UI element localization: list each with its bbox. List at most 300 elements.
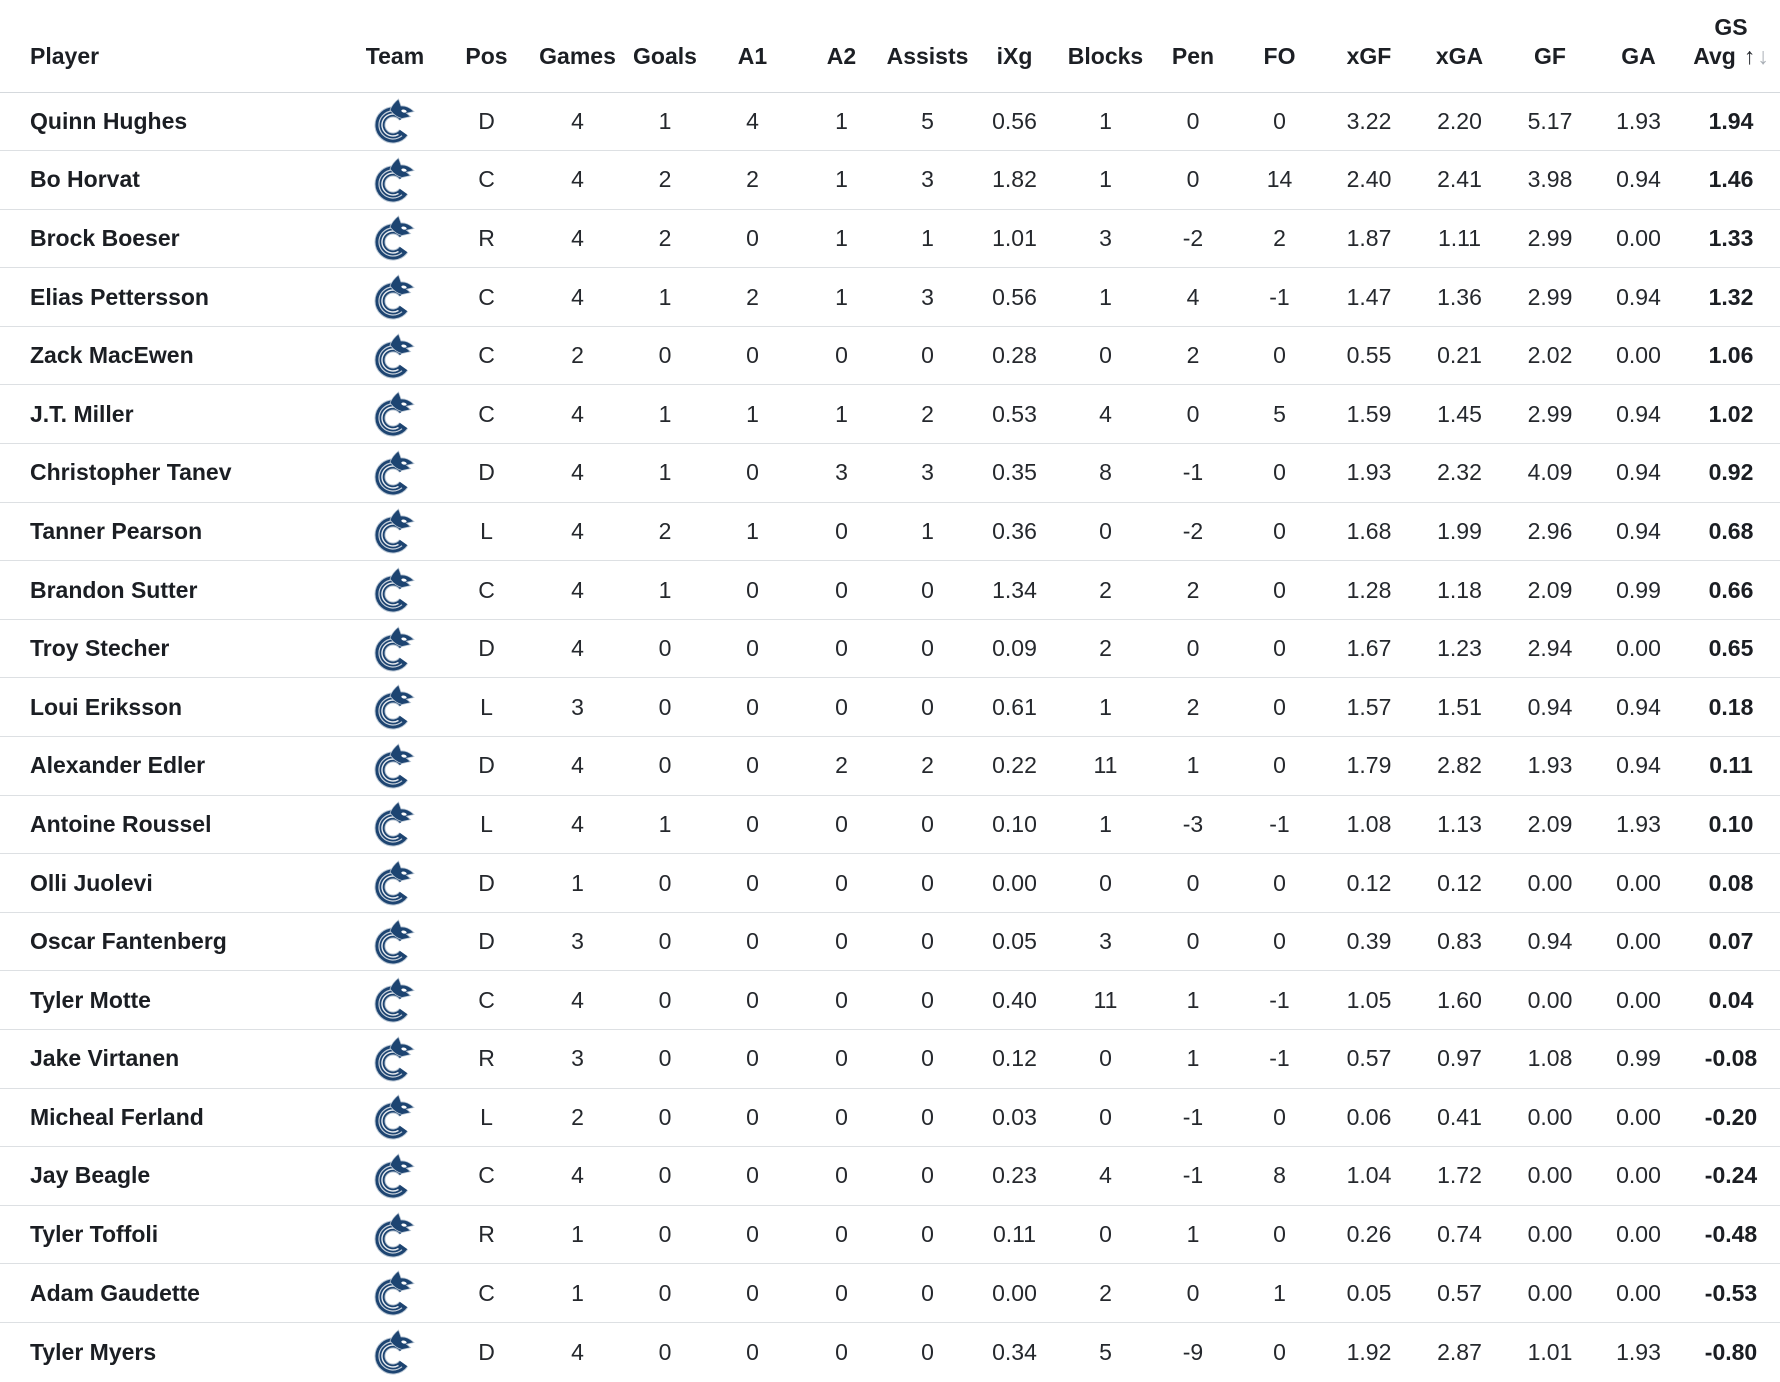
team-cell [350, 795, 440, 854]
stat-cell-ixg: 0.36 [969, 502, 1060, 561]
stat-cell-fo: 0 [1235, 444, 1324, 503]
stat-cell-fo: 14 [1235, 151, 1324, 210]
stat-cell-games: 4 [533, 1147, 622, 1206]
stat-cell-a1: 1 [708, 502, 797, 561]
stat-cell-gs-avg: 0.11 [1682, 737, 1780, 796]
stat-cell-a2: 1 [797, 151, 886, 210]
table-header [0, 0, 1780, 92]
stat-cell-xga: 1.11 [1414, 209, 1505, 268]
stat-cell-blocks: 2 [1060, 1264, 1151, 1323]
stat-cell-pos: R [440, 1205, 533, 1264]
stat-cell-xga: 0.97 [1414, 1030, 1505, 1089]
stat-cell-ga: 0.94 [1595, 502, 1682, 561]
stat-cell-games: 1 [533, 1205, 622, 1264]
stat-cell-pos: L [440, 795, 533, 854]
stat-cell-xgf: 0.26 [1324, 1205, 1414, 1264]
stat-cell-gf: 2.99 [1505, 268, 1595, 327]
stat-cell-assists: 0 [886, 971, 969, 1030]
stat-cell-ixg: 0.35 [969, 444, 1060, 503]
stat-cell-goals: 1 [622, 92, 708, 151]
column-header-xgf[interactable]: xGF [1324, 0, 1414, 92]
stat-cell-xga: 0.41 [1414, 1088, 1505, 1147]
stat-cell-ga: 1.93 [1616, 1338, 1661, 1365]
stat-cell-gf: 0.00 [1505, 1205, 1595, 1264]
stat-cell-ixg: 0.61 [969, 678, 1060, 737]
canucks-orca-icon [373, 801, 417, 847]
stat-cell-ixg: 0.53 [969, 385, 1060, 444]
stat-cell-gs-avg: -0.48 [1682, 1205, 1780, 1264]
stat-cell-fo: -1 [1235, 268, 1324, 327]
column-header-a1[interactable]: A1 [708, 0, 797, 92]
stat-cell-fo: 0 [1235, 1205, 1324, 1264]
stat-cell-xga: 1.51 [1414, 678, 1505, 737]
stat-cell-ixg: 0.34 [992, 1338, 1037, 1365]
canucks-orca-icon [373, 450, 417, 496]
player-name: Tyler Motte [0, 971, 350, 1030]
column-header-gs-avg[interactable] [1682, 0, 1780, 92]
column-header-pos[interactable]: Pos [440, 0, 533, 92]
stat-cell-ixg: 1.82 [969, 151, 1060, 210]
player-name: Zack MacEwen [0, 326, 350, 385]
stat-cell-pen: 0 [1151, 619, 1235, 678]
stat-cell-pen: 4 [1151, 268, 1235, 327]
player-name: Oscar Fantenberg [0, 912, 350, 971]
column-header-xga[interactable]: xGA [1414, 0, 1505, 92]
stat-cell-ga: 0.94 [1595, 151, 1682, 210]
stat-cell-ga: 0.00 [1595, 619, 1682, 678]
team-cell [350, 92, 440, 151]
stat-cell-gs-avg: 0.04 [1682, 971, 1780, 1030]
table-body [0, 92, 1780, 1381]
stat-cell-games: 4 [533, 619, 622, 678]
player-name: Bo Horvat [0, 151, 350, 210]
stat-cell-a2: 3 [797, 444, 886, 503]
stat-cell-gs-avg: -0.24 [1682, 1147, 1780, 1206]
stat-cell-a2: 0 [797, 1030, 886, 1089]
player-name: Jake Virtanen [0, 1030, 350, 1089]
stat-cell-assists: 0 [921, 1338, 934, 1365]
team-cell [350, 151, 440, 210]
stat-cell-xga: 0.83 [1414, 912, 1505, 971]
stat-cell-a1: 0 [708, 1088, 797, 1147]
stat-cell-blocks: 4 [1060, 385, 1151, 444]
stat-cell-ga: 0.94 [1595, 268, 1682, 327]
stat-cell-goals: 0 [622, 854, 708, 913]
stat-cell-pen: 0 [1151, 151, 1235, 210]
stat-cell-games: 2 [533, 326, 622, 385]
stat-cell-goals: 0 [622, 678, 708, 737]
stat-cell-goals: 0 [622, 1147, 708, 1206]
stat-cell-gs-avg: 1.46 [1682, 151, 1780, 210]
stat-cell-a1: 0 [708, 1264, 797, 1323]
stat-cell-assists: 3 [886, 151, 969, 210]
table-row [0, 385, 1780, 444]
stat-cell-pos: D [478, 1338, 495, 1365]
stat-cell-assists: 0 [886, 1030, 969, 1089]
canucks-orca-icon [373, 1212, 417, 1258]
stat-cell-a2: 1 [797, 385, 886, 444]
canucks-orca-icon [373, 1094, 417, 1140]
stat-cell-ga: 0.00 [1595, 912, 1682, 971]
canucks-orca-icon [373, 215, 417, 261]
stat-cell-xga: 2.41 [1414, 151, 1505, 210]
stat-cell-games: 1 [533, 854, 622, 913]
stat-cell-xgf: 0.05 [1324, 1264, 1414, 1323]
column-header-pen[interactable]: Pen [1151, 0, 1235, 92]
stat-cell-ixg: 0.11 [969, 1205, 1060, 1264]
stat-cell-pen: 0 [1151, 912, 1235, 971]
table-row [0, 444, 1780, 503]
stat-cell-xgf: 1.47 [1324, 268, 1414, 327]
stat-cell-games: 4 [533, 444, 622, 503]
stat-cell-games: 4 [533, 209, 622, 268]
stat-cell-pos: R [440, 209, 533, 268]
stat-cell-gf: 0.00 [1505, 1264, 1595, 1323]
stat-cell-assists: 3 [886, 444, 969, 503]
stat-cell-pen: -9 [1182, 1338, 1204, 1365]
stat-cell-fo: 0 [1235, 502, 1324, 561]
stat-cell-ga: 0.00 [1595, 971, 1682, 1030]
player-name: J.T. Miller [0, 385, 350, 444]
stat-cell-a2: 0 [797, 854, 886, 913]
team-cell [350, 385, 440, 444]
stat-cell-goals: 2 [622, 502, 708, 561]
stat-cell-xga: 1.99 [1414, 502, 1505, 561]
stat-cell-gs-avg: 0.66 [1682, 561, 1780, 620]
stat-cell-pos: C [440, 1147, 533, 1206]
stat-cell-a2: 0 [835, 1338, 848, 1365]
canucks-orca-icon [373, 684, 417, 730]
team-cell [350, 854, 440, 913]
stat-cell-games: 3 [533, 912, 622, 971]
stat-cell-gf: 0.94 [1505, 678, 1595, 737]
stat-cell-assists: 1 [886, 502, 969, 561]
table-row [0, 1322, 1780, 1381]
player-name: Tyler Myers [30, 1338, 157, 1365]
stat-cell-ga: 0.00 [1595, 854, 1682, 913]
stat-cell-games: 4 [533, 151, 622, 210]
stat-cell-gf: 4.09 [1505, 444, 1595, 503]
stat-cell-pos: L [440, 1088, 533, 1147]
gs-header-line1: GS [1714, 13, 1748, 40]
column-header-a2[interactable]: A2 [797, 0, 886, 92]
stat-cell-goals: 0 [622, 737, 708, 796]
stat-cell-pos: C [440, 151, 533, 210]
stat-cell-ixg: 0.10 [969, 795, 1060, 854]
column-header-gf[interactable]: GF [1505, 0, 1595, 92]
stat-cell-xga: 2.20 [1414, 92, 1505, 151]
stat-cell-a2: 0 [797, 326, 886, 385]
table-row [0, 268, 1780, 327]
column-header-ixg[interactable]: iXg [969, 0, 1060, 92]
stat-cell-xga: 2.82 [1414, 737, 1505, 796]
stat-cell-goals: 2 [622, 151, 708, 210]
stat-cell-xga: 0.21 [1414, 326, 1505, 385]
table-row [0, 502, 1780, 561]
stat-cell-assists: 0 [886, 561, 969, 620]
stat-cell-xgf: 1.68 [1324, 502, 1414, 561]
stat-cell-a2: 0 [797, 1205, 886, 1264]
stat-cell-ga: 0.94 [1595, 737, 1682, 796]
team-cell [350, 1088, 440, 1147]
player-name: Tyler Toffoli [0, 1205, 350, 1264]
column-header-ga[interactable]: GA [1595, 0, 1682, 92]
stat-cell-gf: 2.99 [1505, 385, 1595, 444]
canucks-orca-icon [373, 860, 417, 906]
stat-cell-gf: 0.94 [1505, 912, 1595, 971]
stat-cell-goals: 1 [622, 795, 708, 854]
stat-cell-pen: -2 [1151, 502, 1235, 561]
stat-cell-pos: C [440, 1264, 533, 1323]
stat-cell-ga: 0.00 [1595, 326, 1682, 385]
stat-cell-ga: 1.93 [1595, 92, 1682, 151]
stat-cell-blocks: 3 [1060, 209, 1151, 268]
stat-cell-pos: L [440, 502, 533, 561]
table-row [0, 795, 1780, 854]
table-row [0, 1088, 1780, 1147]
stat-cell-pos: C [440, 385, 533, 444]
stat-cell-fo: 0 [1235, 326, 1324, 385]
stat-cell-goals: 0 [622, 912, 708, 971]
stat-cell-xgf: 1.59 [1324, 385, 1414, 444]
stat-cell-ixg: 0.00 [969, 1264, 1060, 1323]
stat-cell-fo: 1 [1235, 1264, 1324, 1323]
stat-cell-goals: 2 [622, 209, 708, 268]
stat-cell-fo: 0 [1235, 678, 1324, 737]
stat-cell-xgf: 1.28 [1324, 561, 1414, 620]
stat-cell-xga: 1.60 [1414, 971, 1505, 1030]
stat-cell-ixg: 0.22 [969, 737, 1060, 796]
canucks-orca-icon [373, 626, 417, 672]
stat-cell-games: 4 [533, 561, 622, 620]
column-header-fo[interactable]: FO [1235, 0, 1324, 92]
stat-cell-xga: 0.12 [1414, 854, 1505, 913]
table-row [0, 1030, 1780, 1089]
stat-cell-a1: 2 [708, 268, 797, 327]
stat-cell-fo: 0 [1235, 1088, 1324, 1147]
stat-cell-blocks: 1 [1060, 678, 1151, 737]
stat-cell-gf: 1.08 [1505, 1030, 1595, 1089]
stat-cell-gf: 0.00 [1505, 971, 1595, 1030]
canucks-orca-icon [373, 977, 417, 1023]
stat-cell-a2: 1 [797, 209, 886, 268]
stat-cell-gs-avg: 0.18 [1682, 678, 1780, 737]
stat-cell-goals: 1 [622, 444, 708, 503]
stat-cell-a1: 0 [708, 795, 797, 854]
stat-cell-a2: 0 [797, 1088, 886, 1147]
stat-cell-blocks: 0 [1060, 1088, 1151, 1147]
stat-cell-a1: 0 [708, 737, 797, 796]
stat-cell-fo: 2 [1235, 209, 1324, 268]
stat-cell-ga: 0.99 [1595, 1030, 1682, 1089]
stat-cell-a2: 0 [797, 912, 886, 971]
stat-cell-games: 3 [533, 678, 622, 737]
stat-cell-assists: 2 [886, 737, 969, 796]
stat-cell-blocks: 4 [1060, 1147, 1151, 1206]
table-row [0, 151, 1780, 210]
stat-cell-games: 4 [533, 92, 622, 151]
stat-cell-blocks: 0 [1060, 1205, 1151, 1264]
canucks-orca-icon [373, 391, 417, 437]
team-cell [350, 737, 440, 796]
stat-cell-a1: 0 [708, 444, 797, 503]
stat-cell-ixg: 0.09 [969, 619, 1060, 678]
stat-cell-assists: 0 [886, 854, 969, 913]
stat-cell-assists: 3 [886, 268, 969, 327]
stat-cell-pos: D [440, 444, 533, 503]
team-cell [350, 971, 440, 1030]
stat-cell-xgf: 2.40 [1324, 151, 1414, 210]
stat-cell-assists: 2 [886, 385, 969, 444]
team-cell [350, 912, 440, 971]
stat-cell-fo: 0 [1235, 912, 1324, 971]
stat-cell-xga: 0.57 [1414, 1264, 1505, 1323]
stat-cell-xgf: 1.92 [1346, 1338, 1392, 1365]
canucks-orca-icon [373, 1153, 417, 1199]
stat-cell-goals: 0 [622, 326, 708, 385]
stat-cell-ga: 1.93 [1595, 795, 1682, 854]
stat-cell-pen: 2 [1151, 326, 1235, 385]
stat-cell-pen: 0 [1151, 854, 1235, 913]
stat-cell-blocks: 1 [1060, 795, 1151, 854]
stat-cell-ga: 0.00 [1595, 1264, 1682, 1323]
team-cell [350, 1322, 440, 1381]
stat-cell-goals: 0 [622, 1088, 708, 1147]
column-header-assists[interactable]: Assists [886, 0, 969, 92]
column-header-goals[interactable]: Goals [622, 0, 708, 92]
canucks-orca-icon [373, 567, 417, 613]
column-header-blocks[interactable]: Blocks [1060, 0, 1151, 92]
stat-cell-a1: 0 [708, 209, 797, 268]
stat-cell-fo: -1 [1235, 795, 1324, 854]
stat-cell-blocks: 11 [1060, 971, 1151, 1030]
stat-cell-xgf: 0.12 [1324, 854, 1414, 913]
stat-cell-assists: 0 [886, 1088, 969, 1147]
stat-cell-ixg: 0.56 [969, 268, 1060, 327]
stat-cell-gf: 2.94 [1505, 619, 1595, 678]
team-cell [350, 1030, 440, 1089]
gs-avg-label: Avg [1693, 42, 1736, 69]
stat-cell-ixg: 1.01 [969, 209, 1060, 268]
column-header-team[interactable]: Team [350, 0, 440, 92]
sort-descending-icon: ↓ [1757, 42, 1769, 69]
stat-cell-ixg: 0.12 [969, 1030, 1060, 1089]
stat-cell-ixg: 0.00 [969, 854, 1060, 913]
stat-cell-gf: 2.09 [1505, 561, 1595, 620]
table-row [0, 561, 1780, 620]
stat-cell-xgf: 1.04 [1324, 1147, 1414, 1206]
stat-cell-assists: 1 [886, 209, 969, 268]
stat-cell-gf: 1.01 [1527, 1338, 1573, 1365]
team-cell [350, 1264, 440, 1323]
stat-cell-a1: 0 [708, 619, 797, 678]
player-name: Tanner Pearson [0, 502, 350, 561]
stat-cell-fo: -1 [1235, 971, 1324, 1030]
stat-cell-gs-avg: 1.32 [1682, 268, 1780, 327]
stat-cell-gs-avg: 1.02 [1682, 385, 1780, 444]
stat-cell-a2: 1 [797, 92, 886, 151]
stat-cell-goals: 0 [658, 1338, 672, 1365]
stat-cell-pos: C [440, 561, 533, 620]
column-header-games[interactable]: Games [533, 0, 622, 92]
team-cell [350, 619, 440, 678]
stat-cell-assists: 0 [886, 678, 969, 737]
canucks-orca-icon [373, 333, 417, 379]
stat-cell-ixg: 0.05 [969, 912, 1060, 971]
stat-cell-ga: 0.00 [1595, 209, 1682, 268]
stat-cell-xgf: 1.87 [1324, 209, 1414, 268]
stat-cell-gf: 2.09 [1505, 795, 1595, 854]
stat-cell-blocks: 0 [1060, 854, 1151, 913]
stat-cell-pen: -1 [1151, 1088, 1235, 1147]
stat-cell-ixg: 0.56 [969, 92, 1060, 151]
table-row [0, 92, 1780, 151]
stat-cell-pos: R [440, 1030, 533, 1089]
stat-cell-gs-avg: 1.94 [1682, 92, 1780, 151]
stat-cell-games: 4 [533, 385, 622, 444]
stat-cell-xga: 1.45 [1414, 385, 1505, 444]
stat-cell-gf: 2.99 [1505, 209, 1595, 268]
stat-cell-games: 1 [533, 1264, 622, 1323]
stat-cell-gf: 3.98 [1505, 151, 1595, 210]
stat-cell-pos: C [440, 268, 533, 327]
stat-cell-fo: 0 [1235, 737, 1324, 796]
stat-cell-assists: 0 [886, 1264, 969, 1323]
stat-cell-a1: 1 [708, 385, 797, 444]
stat-cell-gs-avg: -0.80 [1704, 1338, 1758, 1365]
stat-cell-xgf: 1.05 [1324, 971, 1414, 1030]
stat-cell-xgf: 0.55 [1324, 326, 1414, 385]
stat-cell-fo: -1 [1235, 1030, 1324, 1089]
stat-cell-gs-avg: 0.92 [1682, 444, 1780, 503]
stat-cell-a1: 2 [708, 151, 797, 210]
stat-cell-gf: 0.00 [1505, 1147, 1595, 1206]
column-header-player[interactable]: Player [0, 0, 350, 92]
canucks-orca-icon [373, 274, 417, 320]
stat-cell-gs-avg: -0.08 [1682, 1030, 1780, 1089]
stat-cell-pen: 1 [1151, 1030, 1235, 1089]
stat-cell-ga: 0.00 [1595, 1088, 1682, 1147]
stat-cell-gs-avg: -0.53 [1682, 1264, 1780, 1323]
stat-cell-a2: 1 [797, 268, 886, 327]
player-name: Alexander Edler [0, 737, 350, 796]
stat-cell-ga: 0.94 [1595, 385, 1682, 444]
stat-cell-a2: 0 [797, 561, 886, 620]
player-name: Loui Eriksson [0, 678, 350, 737]
stat-cell-a2: 0 [797, 1264, 886, 1323]
stat-cell-xgf: 1.08 [1324, 795, 1414, 854]
stat-cell-a1: 0 [708, 1205, 797, 1264]
stat-cell-gf: 2.96 [1505, 502, 1595, 561]
stat-cell-pen: 1 [1151, 971, 1235, 1030]
table-row [0, 1147, 1780, 1206]
canucks-orca-icon [373, 1329, 417, 1375]
stat-cell-a1: 0 [708, 326, 797, 385]
team-cell [350, 326, 440, 385]
stat-cell-ixg: 0.03 [969, 1088, 1060, 1147]
stat-cell-a2: 0 [797, 502, 886, 561]
stat-cell-pos: C [440, 326, 533, 385]
stat-cell-games: 4 [533, 502, 622, 561]
stat-cell-fo: 0 [1273, 1338, 1286, 1365]
stat-cell-fo: 8 [1235, 1147, 1324, 1206]
stat-cell-goals: 0 [622, 619, 708, 678]
stat-cell-pen: 1 [1151, 1205, 1235, 1264]
stat-cell-pen: 2 [1151, 678, 1235, 737]
player-name: Olli Juolevi [0, 854, 350, 913]
player-name: Elias Pettersson [0, 268, 350, 327]
stat-cell-goals: 1 [622, 561, 708, 620]
